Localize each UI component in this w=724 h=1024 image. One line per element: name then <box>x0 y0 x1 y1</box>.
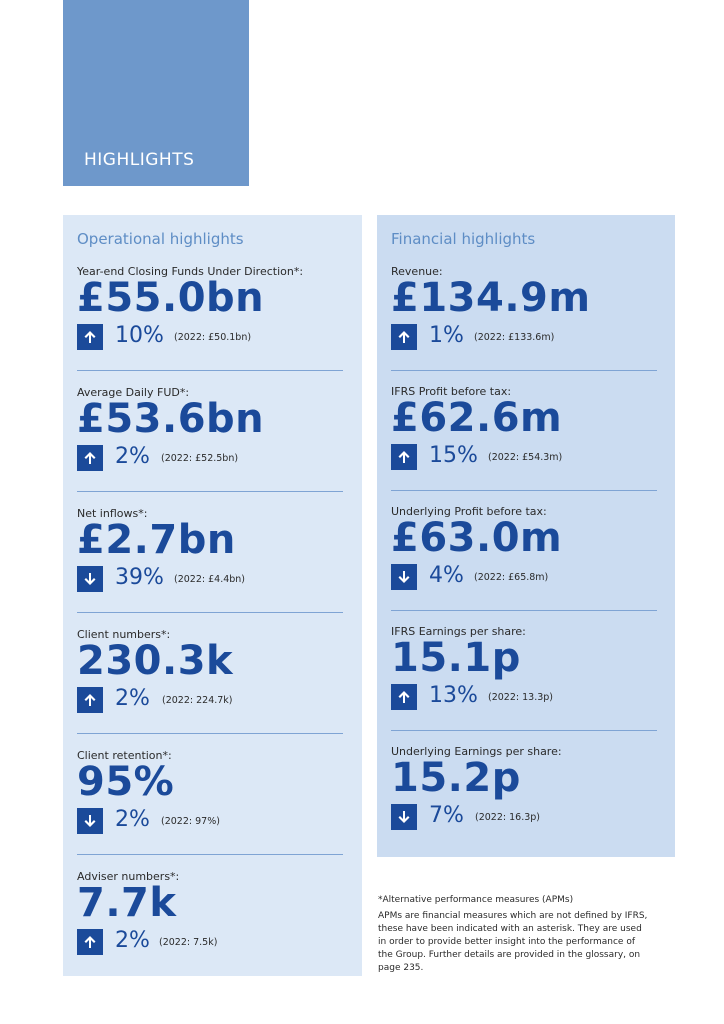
arrow-up-icon <box>77 687 103 713</box>
metric-label: Client retention*: <box>77 749 172 762</box>
change-row <box>77 324 343 350</box>
change-row <box>77 445 343 471</box>
metric-value: 95% <box>77 759 175 805</box>
change-row <box>77 929 343 955</box>
change-row <box>77 566 343 592</box>
change-row <box>77 808 343 834</box>
footnote-line: APMs are financial measures which are not defined by IFRS, <box>378 911 648 921</box>
prior-year-value: (2022: £133.6m) <box>474 332 555 343</box>
prior-year-value: (2022: 97%) <box>161 816 220 827</box>
metric-label: Underlying Profit before tax: <box>391 505 547 518</box>
metric-divider <box>77 612 343 613</box>
footnote-body <box>378 910 668 975</box>
footnote-line: in order to provide better insight into the performance of <box>378 937 635 947</box>
footnote-line: page 235. <box>378 963 424 973</box>
change-percent: 4% <box>429 563 464 588</box>
change-percent: 13% <box>429 683 478 708</box>
metric-divider <box>77 733 343 734</box>
metric-divider <box>77 854 343 855</box>
change-row <box>77 687 343 713</box>
arrow-up-icon <box>77 324 103 350</box>
change-percent: 15% <box>429 443 478 468</box>
change-row <box>391 684 657 710</box>
metric-divider <box>77 491 343 492</box>
metric-label: Adviser numbers*: <box>77 870 180 883</box>
metric-value: 15.2p <box>391 755 521 801</box>
arrow-down-icon <box>77 808 103 834</box>
change-percent: 2% <box>115 686 150 711</box>
change-percent: 10% <box>115 323 164 348</box>
arrow-up-icon <box>77 929 103 955</box>
arrow-up-icon <box>77 445 103 471</box>
prior-year-value: (2022: £65.8m) <box>474 572 549 583</box>
arrow-up-icon <box>391 324 417 350</box>
metric-value: £2.7bn <box>77 517 236 563</box>
change-row <box>391 564 657 590</box>
change-row <box>391 804 657 830</box>
change-percent: 7% <box>429 803 464 828</box>
footnote-line: the Group. Further details are provided in the glossary, on <box>378 950 641 960</box>
metric-value: £62.6m <box>391 395 563 441</box>
change-row <box>391 444 657 470</box>
prior-year-value: (2022: 7.5k) <box>159 937 218 948</box>
metric-label: Revenue: <box>391 265 443 278</box>
banner-title: HIGHLIGHTS <box>84 150 195 170</box>
metric-value: £63.0m <box>391 515 563 561</box>
prior-year-value: (2022: £4.4bn) <box>174 574 246 585</box>
change-percent: 39% <box>115 565 164 590</box>
arrow-down-icon <box>77 566 103 592</box>
apm-footnote <box>378 895 668 975</box>
change-percent: 2% <box>115 807 150 832</box>
financial-panel-title: Financial highlights <box>391 230 536 248</box>
metric-label: Average Daily FUD*: <box>77 386 190 399</box>
metric-divider <box>391 370 657 371</box>
metric-label: Net inflows*: <box>77 507 148 520</box>
arrow-up-icon <box>391 684 417 710</box>
metric-value: £134.9m <box>391 275 591 321</box>
metric-divider <box>77 370 343 371</box>
arrow-down-icon <box>391 564 417 590</box>
change-percent: 2% <box>115 444 150 469</box>
prior-year-value: (2022: £50.1bn) <box>174 332 252 343</box>
metric-label: Underlying Earnings per share: <box>391 745 562 758</box>
prior-year-value: (2022: £52.5bn) <box>161 453 239 464</box>
prior-year-value: (2022: 224.7k) <box>162 695 233 706</box>
metric-value: 7.7k <box>77 880 177 926</box>
metric-value: £53.6bn <box>77 396 265 442</box>
metric-label: Client numbers*: <box>77 628 171 641</box>
prior-year-value: (2022: £54.3m) <box>488 452 563 463</box>
operational-highlights-panel <box>63 215 362 976</box>
metric-divider <box>391 730 657 731</box>
metric-value: 15.1p <box>391 635 521 681</box>
financial-highlights-panel <box>377 215 675 857</box>
metric-value: £55.0bn <box>77 275 265 321</box>
prior-year-value: (2022: 13.3p) <box>488 692 553 703</box>
metric-label: Year-end Closing Funds Under Direction*: <box>77 265 304 278</box>
operational-panel-title: Operational highlights <box>77 230 244 248</box>
metric-value: 230.3k <box>77 638 234 684</box>
change-percent: 1% <box>429 323 464 348</box>
prior-year-value: (2022: 16.3p) <box>475 812 540 823</box>
metric-label: IFRS Profit before tax: <box>391 385 512 398</box>
highlights-banner <box>63 0 249 186</box>
footnote-line: these have been indicated with an asterisk. They are used <box>378 924 642 934</box>
change-percent: 2% <box>115 928 150 953</box>
metric-label: IFRS Earnings per share: <box>391 625 526 638</box>
arrow-down-icon <box>391 804 417 830</box>
change-row <box>391 324 657 350</box>
footnote-title: *Alternative performance measures (APMs) <box>378 895 574 905</box>
metric-divider <box>391 610 657 611</box>
arrow-up-icon <box>391 444 417 470</box>
metric-divider <box>391 490 657 491</box>
